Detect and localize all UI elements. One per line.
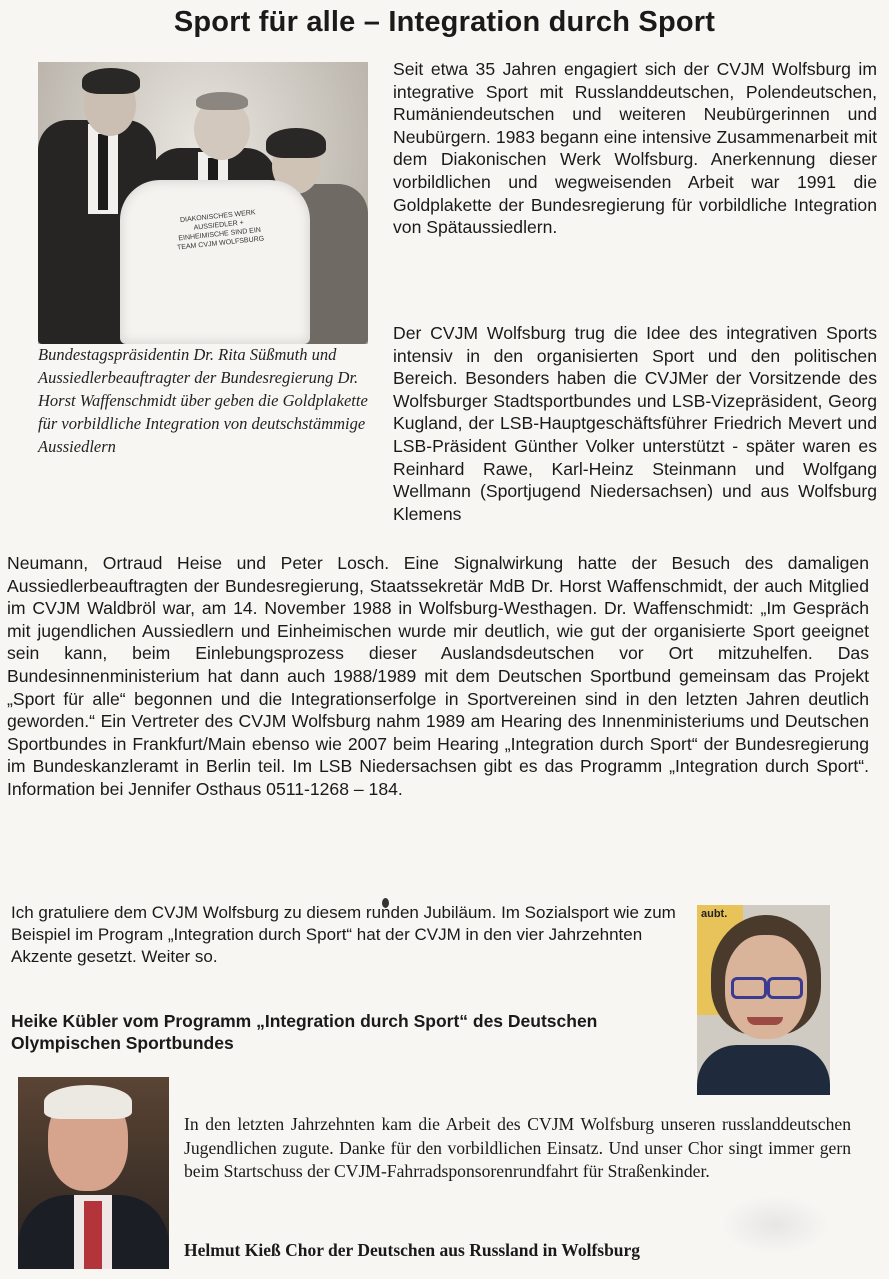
paragraph-intro: Seit etwa 35 Jahren engagiert sich der CVJM Wolfsburg im integrative Sport mit Russlanddeutschen, Polendeutschen, Rumäniendeutschen und weiteren Neubürgerinnen und Neubürgern. 1983 begann eine intensive Zusammenarbeit mit dem Diakonischen Werk Wolfsburg. Anerkennung dieser vorbildlichen und wegweisenden Arbeit war 1991 die Goldplakette der Bundesregierung für vorbildliche Integration von Spätaussiedlern. xyxy=(393,59,877,238)
quote-kuebler: Ich gratuliere dem CVJM Wolfsburg zu diesem runden Jubiläum. Im Sozialsport wie zum Beispiel im Program „Integration durch Sport“ hat der CVJM in den vier Jahrzehnten Akzente gesetzt. Weiter so. xyxy=(11,903,676,966)
paragraph-history: Der CVJM Wolfsburg trug die Idee des integrativen Sports intensiv in den organisierten Sport und den politischen Bereich. Besonders haben die CVJMer der Vorsitzende des Wolfsburger Stadtsportbundes und LSB-Vizepräsident, Georg Kugland, der LSB-Hauptgeschäftsführer Friedrich Mevert und LSB-Präsident Günther Volker unterstützt - später waren es Reinhard Rawe, Karl-Heinz Steinmann und Wolfgang Wellmann (Sportjugend Niedersachsen) und aus Wolfsburg Klemens xyxy=(393,323,877,524)
quote-kiess: In den letzten Jahrzehnten kam die Arbeit des CVJM Wolfsburg unseren russlanddeutschen Jugendlichen zugute. Danke für den vorbildlichen Einsatz. Und unser Chor singt immer gern beim Startschuss der CVJM-Fahrradsponsorenrundfahrt für Straßenkinder. xyxy=(184,1114,851,1181)
signature-kuebler: Heike Kübler vom Programm „Integration durch Sport“ des Deutschen Olympischen Sportbundes xyxy=(11,1011,598,1053)
poster-text: aubt. xyxy=(701,908,728,920)
portrait-kuebler xyxy=(697,905,830,1095)
award-photo xyxy=(38,62,368,344)
page-title: Sport für alle – Integration durch Sport xyxy=(173,6,716,38)
jersey-text: DIAKONISCHES WERK AUSSIEDLER + EINHEIMISCHE SIND EIN TEAM CVJM WOLFSBURG xyxy=(176,209,265,252)
paragraph-continuation: Neumann, Ortraud Heise und Peter Losch. Eine Signalwirkung hatte der Besuch des damaligen Aussiedlerbeauftragten der Bundesregierung, Staatssekretär MdB Dr. Horst Waffenschmidt, der auch Mitglied im CVJM Waldbröl war, am 14. November 1988 in Wolfsburg-Westhagen. Dr. Waffenschmidt: „Im Gespräch mit jugendlichen Aussiedlern und Einheimischen wurde mir deutlich, wie gut der organisierte Sport geeignet sein kann, beim Einlebungsprozess dieser Auslandsdeutschen vor Ort mitzuhelfen. Das Bundesinnenministerium hat dann auch 1988/1989 mit dem Deutschen Sportbund gemeinsam das Projekt „Sport für alle“ begonnen und die Integrationserfolge in Sportvereinen sind in den letzten Jahren deutlich geworden.“ Ein Vertreter des CVJM Wolfsburg nahm 1989 am Hearing des Innenministeriums und Deutschen Sportbundes in Frankfurt/Main ebenso wie 2007 beim Hearing „Integration durch Sport“ der Bundesregierung im Bundeskanzleramt in Berlin teil. Im LSB Niedersachsen gibt es das Programm „Integration durch Sport“. Information bei Jennifer Osthaus 0511-1268 – 184. xyxy=(7,553,869,799)
signature-kiess: Helmut Kieß Chor der Deutschen aus Russland in Wolfsburg xyxy=(184,1240,641,1260)
portrait-kiess xyxy=(18,1077,169,1269)
faded-stamp xyxy=(720,1195,830,1255)
photo-caption: Bundestagspräsidentin Dr. Rita Süßmuth und Aussiedlerbeauftragter der Bundesregierung Dr. Horst Waffenschmidt über geben die Goldplakette für vorbildliche Integration von deutschstämmige Aussiedlern xyxy=(38,345,368,456)
